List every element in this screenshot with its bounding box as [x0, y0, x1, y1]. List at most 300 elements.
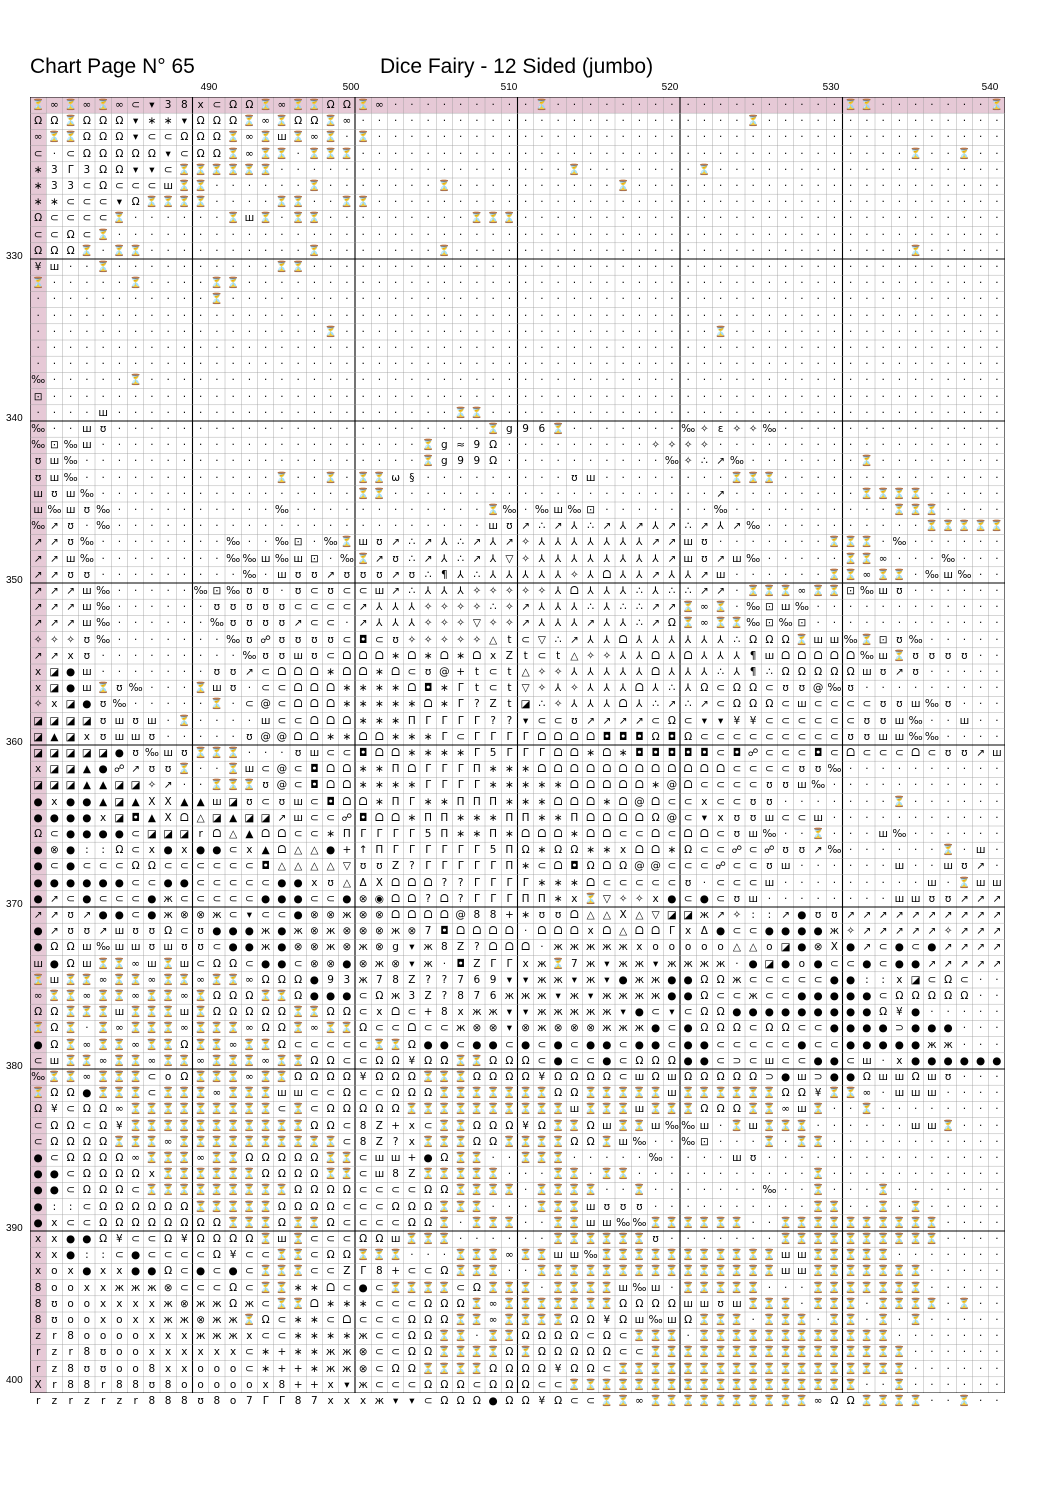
grid-cell: ⊂: [82, 228, 92, 241]
grid-cell: Γ: [506, 892, 513, 905]
grid-cell: ·: [978, 990, 983, 1002]
grid-cell: ʊ: [213, 666, 221, 678]
grid-cell: ·: [832, 1152, 837, 1164]
grid-cell: ⊂: [813, 1022, 823, 1035]
grid-cell: ‰: [924, 568, 939, 581]
grid-cell: ⏳: [194, 1006, 208, 1019]
grid-cell: ◪: [65, 714, 76, 727]
grid-cell: ·: [458, 1233, 463, 1245]
grid-cell: ⏳: [226, 1071, 240, 1083]
grid-cell: ⏳: [746, 1330, 760, 1343]
grid-cell: ·: [377, 196, 382, 209]
grid-cell: ·: [475, 504, 479, 516]
grid-cell: ш: [894, 1087, 905, 1100]
grid-cell: ▾: [587, 990, 594, 1002]
grid-cell: Ω: [212, 1216, 221, 1229]
grid-cell: ·: [247, 244, 252, 257]
grid-cell: ≈: [456, 439, 466, 452]
grid-cell: ⊂: [163, 131, 173, 144]
grid-cell: Ω: [359, 1103, 368, 1116]
grid-cell: ⏳: [567, 1216, 581, 1229]
grid-cell: ⊂: [374, 1087, 384, 1100]
grid-cell: ·: [523, 342, 528, 354]
grid-cell: ·: [361, 261, 365, 273]
grid-cell: :: [865, 973, 869, 986]
grid-cell: ✧: [456, 633, 466, 646]
grid-cell: ·: [962, 293, 967, 306]
grid-cell: ·: [263, 358, 268, 371]
grid-cell: ·: [767, 1216, 772, 1229]
grid-cell: ⊂: [716, 844, 726, 857]
grid-cell: ·: [897, 1249, 902, 1262]
grid-cell: ·: [198, 730, 203, 743]
grid-cell: ·: [296, 147, 300, 160]
grid-cell: ш: [894, 892, 905, 905]
grid-cell: ⏳: [454, 1249, 468, 1262]
grid-cell: ·: [686, 212, 690, 225]
grid-cell: ⏳: [762, 585, 776, 597]
grid-cell: ·: [995, 714, 999, 727]
grid-row: [30, 470, 1005, 486]
grid-cell: ⏳: [551, 1281, 565, 1294]
row-number: 370: [6, 898, 23, 910]
grid-cell: Ω: [407, 1346, 416, 1359]
grid-cell: x: [51, 1249, 58, 1262]
grid-cell: ·: [393, 520, 398, 533]
grid-cell: ⏳: [860, 1346, 874, 1359]
grid-cell: ⏳: [177, 1054, 191, 1067]
grid-cell: ·: [312, 228, 317, 241]
grid-cell: ⏳: [795, 633, 809, 646]
grid-cell: ·: [978, 196, 983, 209]
grid-row: [30, 113, 1005, 129]
grid-cell: ·: [962, 423, 967, 435]
grid-cell: ⏳: [502, 1281, 516, 1294]
grid-cell: Γ: [425, 763, 432, 776]
grid-cell: ·: [52, 358, 57, 371]
grid-cell: ·: [978, 649, 983, 662]
grid-cell: ᗝ: [310, 682, 319, 695]
grid-cell: ·: [231, 568, 235, 581]
grid-cell: ▾: [132, 115, 139, 128]
grid-cell: o: [181, 1378, 188, 1391]
grid-cell: ⏳: [697, 163, 711, 176]
grid-cell: Γ: [668, 925, 675, 938]
grid-cell: ⊗: [813, 941, 823, 954]
grid-cell: ⏳: [860, 552, 874, 565]
grid-row: [30, 826, 1005, 842]
grid-cell: ·: [231, 293, 235, 306]
grid-cell: ·: [962, 471, 967, 484]
grid-cell: ∞: [245, 1022, 254, 1035]
grid-cell: Ω: [700, 1071, 709, 1083]
grid-cell: ⊂: [829, 1038, 839, 1051]
grid-cell: ·: [653, 423, 658, 435]
grid-cell: ⏳: [649, 1362, 663, 1375]
grid-cell: Ω: [147, 147, 156, 160]
grid-cell: Ω: [277, 1038, 286, 1051]
grid-cell: ↗: [586, 617, 596, 630]
grid-cell: ⏳: [307, 212, 321, 225]
grid-cell: ·: [247, 714, 252, 727]
grid-cell: ⏳: [649, 1265, 663, 1278]
grid-cell: ·: [588, 277, 593, 290]
grid-cell: ●: [66, 1233, 76, 1245]
grid-cell: ●: [244, 925, 254, 938]
grid-cell: ·: [637, 180, 642, 192]
grid-cell: ⏳: [47, 131, 61, 144]
grid-cell: ʊ: [961, 860, 968, 873]
grid-cell: ✧: [748, 423, 758, 435]
grid-cell: ш: [390, 1152, 401, 1164]
grid-cell: ·: [946, 115, 950, 128]
grid-cell: x: [408, 1135, 415, 1148]
grid-cell: ●: [261, 957, 271, 970]
grid-cell: Π: [505, 844, 514, 857]
grid-cell: ⏳: [259, 99, 273, 111]
grid-cell: Ω: [310, 1119, 319, 1132]
grid-cell: Ω: [277, 1200, 286, 1213]
grid-cell: Ω: [50, 1087, 59, 1100]
grid-cell: ·: [718, 1184, 723, 1197]
grid-cell: ⏳: [827, 585, 841, 597]
grid-cell: ·: [101, 358, 105, 371]
grid-cell: ·: [101, 568, 105, 581]
grid-cell: ‰: [226, 585, 241, 597]
grid-cell: ⏳: [892, 649, 906, 662]
grid-cell: ⏳: [486, 1216, 500, 1229]
grid-cell: ᗝ: [570, 909, 579, 921]
grid-cell: ж: [618, 957, 628, 970]
grid-cell: ʊ: [912, 649, 919, 662]
grid-cell: 8: [67, 1330, 74, 1343]
grid-cell: ·: [800, 439, 804, 452]
grid-cell: ⏳: [876, 1216, 890, 1229]
grid-cell: Ω: [115, 131, 124, 144]
grid-cell: ·: [800, 860, 804, 873]
grid-cell: ●: [33, 941, 43, 954]
grid-cell: ✧: [439, 633, 449, 646]
grid-cell: ⏳: [909, 1265, 923, 1278]
grid-cell: ·: [556, 358, 560, 371]
grid-cell: ·: [881, 1135, 885, 1148]
grid-cell: ⊂: [781, 973, 791, 986]
grid-cell: Ω: [749, 633, 758, 646]
grid-cell: ·: [507, 325, 512, 338]
grid-cell: ·: [231, 439, 235, 452]
grid-cell: ·: [556, 471, 560, 484]
grid-cell: ·: [686, 374, 690, 387]
grid-cell: ⏳: [129, 1087, 143, 1100]
grid-cell: ·: [605, 99, 609, 111]
grid-cell: ⏳: [324, 131, 338, 144]
grid-cell: ·: [166, 649, 170, 662]
grid-cell: ⏳: [226, 1168, 240, 1181]
grid-cell: Ω: [391, 1362, 400, 1375]
grid-cell: ⊂: [358, 1152, 368, 1164]
grid-cell: ⊂: [439, 1022, 449, 1035]
grid-cell: ш: [585, 471, 596, 484]
grid-cell: ш: [910, 1119, 921, 1132]
grid-cell: ⏳: [941, 520, 955, 533]
grid-cell: z: [51, 1362, 58, 1375]
grid-cell: ш: [602, 1119, 612, 1132]
grid-cell: ⏳: [519, 1103, 533, 1116]
grid-cell: ·: [946, 1249, 950, 1262]
grid-cell: Z: [375, 1119, 383, 1132]
grid-cell: ‰: [632, 1216, 647, 1229]
grid-cell: ⏳: [762, 1103, 776, 1116]
grid-cell: ᗝ: [375, 747, 384, 759]
grid-cell: o: [116, 1362, 123, 1375]
grid-cell: ʊ: [896, 585, 903, 597]
grid-cell: ●: [277, 941, 287, 954]
grid-cell: ʊ: [148, 925, 156, 938]
grid-cell: ж: [537, 973, 547, 986]
grid-cell: ·: [215, 568, 219, 581]
grid-cell: ✧: [683, 455, 693, 468]
grid-cell: ⊂: [391, 1022, 401, 1035]
grid-cell: Ω: [294, 973, 303, 986]
grid-cell: ·: [686, 147, 690, 160]
grid-cell: ·: [767, 163, 772, 176]
grid-cell: ⏳: [681, 1103, 695, 1116]
grid-cell: ▽: [537, 633, 546, 646]
grid-cell: ш: [212, 682, 222, 695]
grid-cell: ш: [49, 471, 60, 484]
grid-cell: ·: [215, 374, 219, 387]
grid-cell: ·: [150, 423, 154, 435]
grid-cell: ·: [783, 520, 788, 533]
grid-cell: ·: [783, 536, 788, 549]
grid-cell: ·: [946, 617, 950, 630]
grid-cell: ·: [995, 342, 999, 354]
grid-cell: ⏳: [454, 1200, 468, 1213]
grid-cell: ·: [913, 374, 918, 387]
grid-cell: ·: [800, 552, 804, 565]
grid-cell: ⏳: [909, 487, 923, 500]
grid-cell: ·: [68, 325, 73, 338]
grid-cell: ·: [621, 277, 625, 290]
grid-cell: x: [116, 1265, 123, 1278]
grid-cell: ·: [361, 406, 365, 419]
grid-cell: ·: [865, 228, 869, 241]
grid-cell: ⏳: [844, 1346, 858, 1359]
grid-cell: ⊂: [277, 714, 287, 727]
grid-cell: Π: [407, 714, 416, 727]
grid-cell: ·: [897, 876, 902, 889]
grid-cell: 8: [116, 1378, 123, 1391]
grid-cell: ⊂: [716, 682, 726, 695]
grid-cell: ·: [247, 325, 252, 338]
grid-cell: ·: [556, 131, 560, 144]
grid-cell: ⅄: [603, 585, 611, 597]
grid-cell: ·: [718, 261, 723, 273]
grid-cell: ↗: [732, 520, 742, 533]
grid-cell: ·: [637, 390, 642, 403]
grid-cell: +: [277, 1346, 287, 1359]
grid-cell: ·: [913, 1103, 918, 1116]
grid-cell: ⊂: [748, 876, 758, 889]
grid-cell: ·: [588, 212, 593, 225]
grid-cell: Ω: [115, 163, 124, 176]
grid-cell: Ω: [521, 1330, 530, 1343]
grid-cell: Ω: [50, 244, 59, 257]
grid-cell: ·: [848, 811, 853, 824]
grid-cell: ·: [361, 455, 365, 468]
grid-cell: ·: [475, 180, 479, 192]
grid-cell: t: [474, 682, 479, 695]
grid-cell: ⏳: [356, 471, 370, 484]
grid-cell: ⊂: [277, 1103, 287, 1116]
grid-cell: ⏳: [827, 1346, 841, 1359]
grid-cell: ·: [930, 860, 934, 873]
grid-cell: ⏳: [860, 487, 874, 500]
grid-cell: ·: [150, 649, 154, 662]
grid-cell: ∗: [537, 876, 547, 889]
grid-cell: x: [457, 1006, 464, 1019]
grid-cell: ·: [653, 293, 658, 306]
grid-cell: ⊂: [716, 730, 726, 743]
grid-cell: ·: [345, 487, 349, 500]
grid-row: [30, 1101, 1005, 1117]
grid-cell: ·: [751, 277, 755, 290]
grid-cell: ʊ: [132, 747, 139, 759]
grid-cell: ●: [634, 1038, 644, 1051]
grid-cell: ·: [751, 439, 755, 452]
grid-cell: ·: [816, 406, 820, 419]
grid-cell: ·: [702, 342, 707, 354]
grid-cell: ∗: [521, 860, 531, 873]
grid-cell: ·: [231, 406, 235, 419]
grid-cell: ⊂: [374, 633, 384, 646]
grid-cell: o: [116, 1346, 123, 1359]
grid-cell: ·: [442, 115, 447, 128]
grid-cell: ✧: [504, 585, 514, 597]
grid-cell: ·: [913, 455, 918, 468]
grid-cell: ж: [553, 941, 563, 954]
grid-cell: ◪: [764, 957, 775, 970]
grid-cell: ⏳: [714, 1346, 728, 1359]
grid-cell: ▾: [246, 909, 253, 921]
grid-cell: ж: [260, 941, 271, 954]
grid-cell: ·: [36, 406, 40, 419]
grid-row: [30, 421, 1005, 437]
grid-cell: Γ: [408, 844, 415, 857]
grid-cell: ∗: [488, 811, 498, 824]
grid-cell: ∗: [423, 730, 433, 743]
grid-cell: ·: [101, 244, 105, 257]
grid-cell: ↗: [699, 698, 709, 711]
grid-cell: ⏳: [437, 1233, 451, 1245]
grid-cell: ·: [816, 860, 820, 873]
grid-cell: ·: [442, 504, 447, 516]
grid-cell: ⏳: [844, 1362, 858, 1375]
grid-cell: ·: [702, 309, 707, 322]
grid-cell: ●: [33, 1184, 43, 1197]
grid-cell: ⏳: [307, 147, 321, 160]
grid-cell: ⏳: [649, 1330, 663, 1343]
grid-cell: ·: [410, 131, 414, 144]
grid-cell: ·: [540, 941, 544, 954]
grid-cell: ∴: [636, 585, 643, 597]
grid-cell: ·: [556, 212, 560, 225]
grid-cell: ∞: [82, 1038, 92, 1051]
grid-cell: ш: [212, 795, 222, 808]
grid-cell: ·: [865, 212, 869, 225]
grid-cell: ᗝ: [358, 666, 368, 678]
grid-cell: ·: [198, 277, 203, 290]
grid-cell: ·: [621, 293, 625, 306]
grid-cell: ·: [491, 342, 495, 354]
grid-cell: ∞: [342, 115, 352, 128]
grid-cell: ●: [212, 844, 222, 857]
grid-cell: ⊂: [846, 698, 856, 711]
grid-cell: ·: [751, 147, 755, 160]
grid-cell: ᗝ: [358, 649, 368, 662]
grid-cell: ·: [150, 293, 154, 306]
grid-cell: ·: [930, 536, 934, 549]
grid-cell: Ω: [99, 1184, 108, 1197]
grid-row: [30, 275, 1005, 291]
grid-cell: ·: [686, 406, 690, 419]
grid-cell: ш: [293, 552, 303, 565]
grid-cell: ·: [345, 228, 349, 241]
grid-cell: ⏳: [324, 1168, 338, 1181]
grid-cell: ·: [182, 277, 187, 290]
grid-cell: ‰: [534, 504, 549, 516]
grid-cell: ↗: [472, 552, 482, 565]
grid-cell: ·: [978, 163, 983, 176]
grid-cell: ↗: [959, 941, 969, 954]
grid-cell: ·: [702, 212, 707, 225]
grid-cell: ●: [797, 990, 807, 1002]
grid-cell: ●: [894, 957, 904, 970]
grid-cell: ¥: [733, 714, 741, 727]
grid-cell: ·: [946, 196, 950, 209]
grid-cell: ш: [114, 714, 125, 727]
grid-cell: ⏳: [762, 1249, 776, 1262]
grid-cell: ·: [767, 390, 772, 403]
grid-cell: ◘: [358, 811, 368, 824]
grid-cell: ·: [475, 228, 479, 241]
grid-cell: ·: [686, 99, 690, 111]
grid-cell: ʊ: [99, 1362, 107, 1375]
grid-cell: Ω: [82, 147, 91, 160]
grid-cell: ·: [897, 455, 902, 468]
grid-cell: ∗: [374, 763, 384, 776]
grid-cell: ᗝ: [375, 730, 384, 743]
grid-cell: ·: [995, 1297, 999, 1310]
grid-cell: ·: [962, 1119, 967, 1132]
grid-cell: ·: [897, 244, 902, 257]
grid-cell: ⊂: [618, 1071, 628, 1083]
grid-cell: ◘: [261, 860, 270, 873]
grid-cell: ∞: [245, 1071, 254, 1083]
grid-cell: ∗: [456, 828, 466, 840]
grid-cell: ᗝ: [618, 779, 628, 792]
grid-cell: ·: [117, 325, 122, 338]
grid-cell: ·: [150, 439, 154, 452]
grid-cell: ·: [995, 504, 999, 516]
grid-cell: ⏳: [129, 1071, 143, 1083]
grid-cell: ·: [686, 228, 690, 241]
grid-cell: ·: [280, 293, 284, 306]
grid-cell: ◘: [635, 730, 644, 743]
grid-cell: ·: [133, 536, 138, 549]
grid-cell: ·: [263, 487, 268, 500]
grid-cell: ʊ: [733, 811, 741, 824]
